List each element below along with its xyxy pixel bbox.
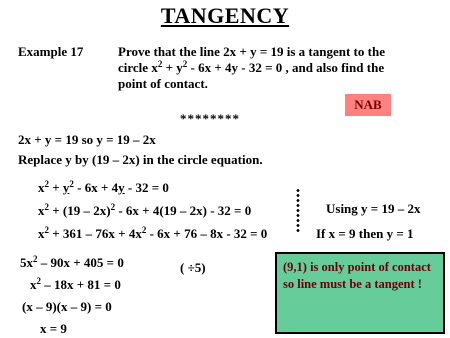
using-note: Using y = 19 – 2x xyxy=(326,201,421,216)
dotted-divider xyxy=(296,188,300,232)
problem-line-1: Prove that the line 2x + y = 19 is a tangent to the xyxy=(118,44,385,59)
nab-badge: NAB xyxy=(345,94,391,116)
substitution-result: If x = 9 then y = 1 xyxy=(316,226,414,241)
separator-stars: ******** xyxy=(180,111,240,126)
equation-solution: x = 9 xyxy=(40,321,67,336)
step-substitute: Replace y by (19 – 2x) in the circle equation. xyxy=(18,152,263,167)
problem-line-2: circle $x^2 + y^2 - 6x + 4y - 32 = 0$ , and also find the xyxy=(118,59,385,75)
problem-statement xyxy=(118,44,385,92)
page-title: TANGENCY xyxy=(160,3,290,28)
conclusion-box: (9,1) is only point of contact so line must be a tangent ! xyxy=(275,252,445,334)
equation-expanded: $x^2 + 361 - 76x + 4x^2 - 6x + 76 - 8x - 32 = 0$ xyxy=(38,225,268,241)
equation-simplified: $x^2 - 18x + 81 = 0$ xyxy=(30,276,121,292)
equation-factored: (x – 9)(x – 9) = 0 xyxy=(22,299,112,314)
equation-substituted: $x^2 + (19 - 2x)^2 - 6x + 4(19 - 2x) - 32 = 0$ xyxy=(38,202,252,218)
step-solve-y: 2x + y = 19 so y = 19 – 2x xyxy=(18,132,156,147)
equation-quadratic: $5x^2 - 90x + 405 = 0$ xyxy=(20,254,124,270)
problem-line-3: point of contact. xyxy=(118,76,208,91)
divide-note: ( ÷5) xyxy=(180,260,206,275)
example-label: Example 17 xyxy=(18,44,84,59)
equation-circle: $x^2 + y^2 - 6x + 4y - 32 = 0$ xyxy=(38,179,169,195)
